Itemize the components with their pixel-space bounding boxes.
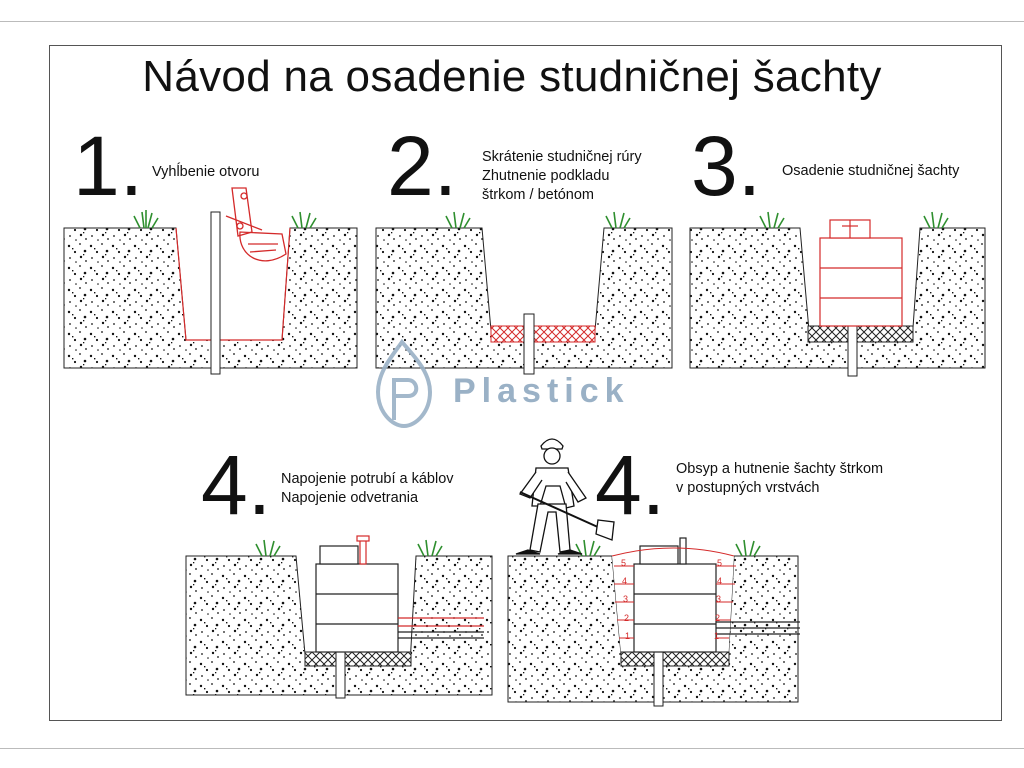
layer-number: 2 — [624, 613, 630, 623]
shaft-body — [820, 220, 902, 326]
step-2-figure — [376, 212, 672, 374]
step-4b-caption-line: v postupných vrstvách — [676, 480, 820, 496]
step-1-figure — [64, 188, 357, 374]
step-4b-number: 4. — [595, 438, 666, 532]
shaft-body — [634, 538, 716, 652]
step-2-caption-line: Zhutnenie podkladu — [482, 168, 610, 184]
layer-number: 4 — [717, 576, 723, 586]
step-2-number: 2. — [387, 119, 458, 213]
step-2-caption-line: štrkom / betónom — [482, 187, 595, 203]
step-3-number: 3. — [691, 119, 762, 213]
step-4a-caption-line: Napojenie potrubí a káblov — [281, 471, 454, 487]
layer-number: 1 — [625, 631, 631, 641]
layer-number: 1 — [714, 631, 720, 641]
step-4b-caption — [676, 460, 883, 498]
step-4b-caption-line: Obsyp a hutnenie šachty štrkom — [676, 461, 884, 477]
grass-icon — [134, 210, 316, 228]
layer-number: 3 — [623, 594, 629, 604]
step-1-caption — [152, 163, 259, 182]
shaft-body — [316, 546, 398, 652]
brand-wordmark: Plastick — [453, 372, 630, 410]
step-4a-caption-line: Napojenie odvetrania — [281, 490, 419, 506]
step-3-figure — [690, 212, 985, 376]
step-3-caption-line: Osadenie studničnej šachty — [782, 163, 960, 179]
layer-number: 5 — [717, 558, 723, 568]
step-2-caption — [482, 148, 642, 205]
step-3-caption — [782, 162, 959, 181]
step-4a-caption — [281, 470, 454, 508]
step-2-caption-line: Skrátenie studničnej rúry — [482, 149, 642, 165]
layer-number: 3 — [716, 594, 722, 604]
step-4a-figure — [186, 536, 492, 698]
layer-number: 2 — [715, 613, 721, 623]
step-1-caption-line: Vyhĺbenie otvoru — [152, 164, 260, 180]
layer-number: 4 — [622, 576, 628, 586]
excavator-bucket-icon — [226, 188, 286, 261]
step-4a-number: 4. — [201, 438, 272, 532]
layer-number: 5 — [621, 558, 627, 568]
grass-icon — [446, 212, 630, 228]
step-1-number: 1. — [73, 119, 144, 213]
vent-pipe — [357, 536, 369, 564]
page-title: Návod na osadenie studničnej šachty — [142, 52, 882, 101]
